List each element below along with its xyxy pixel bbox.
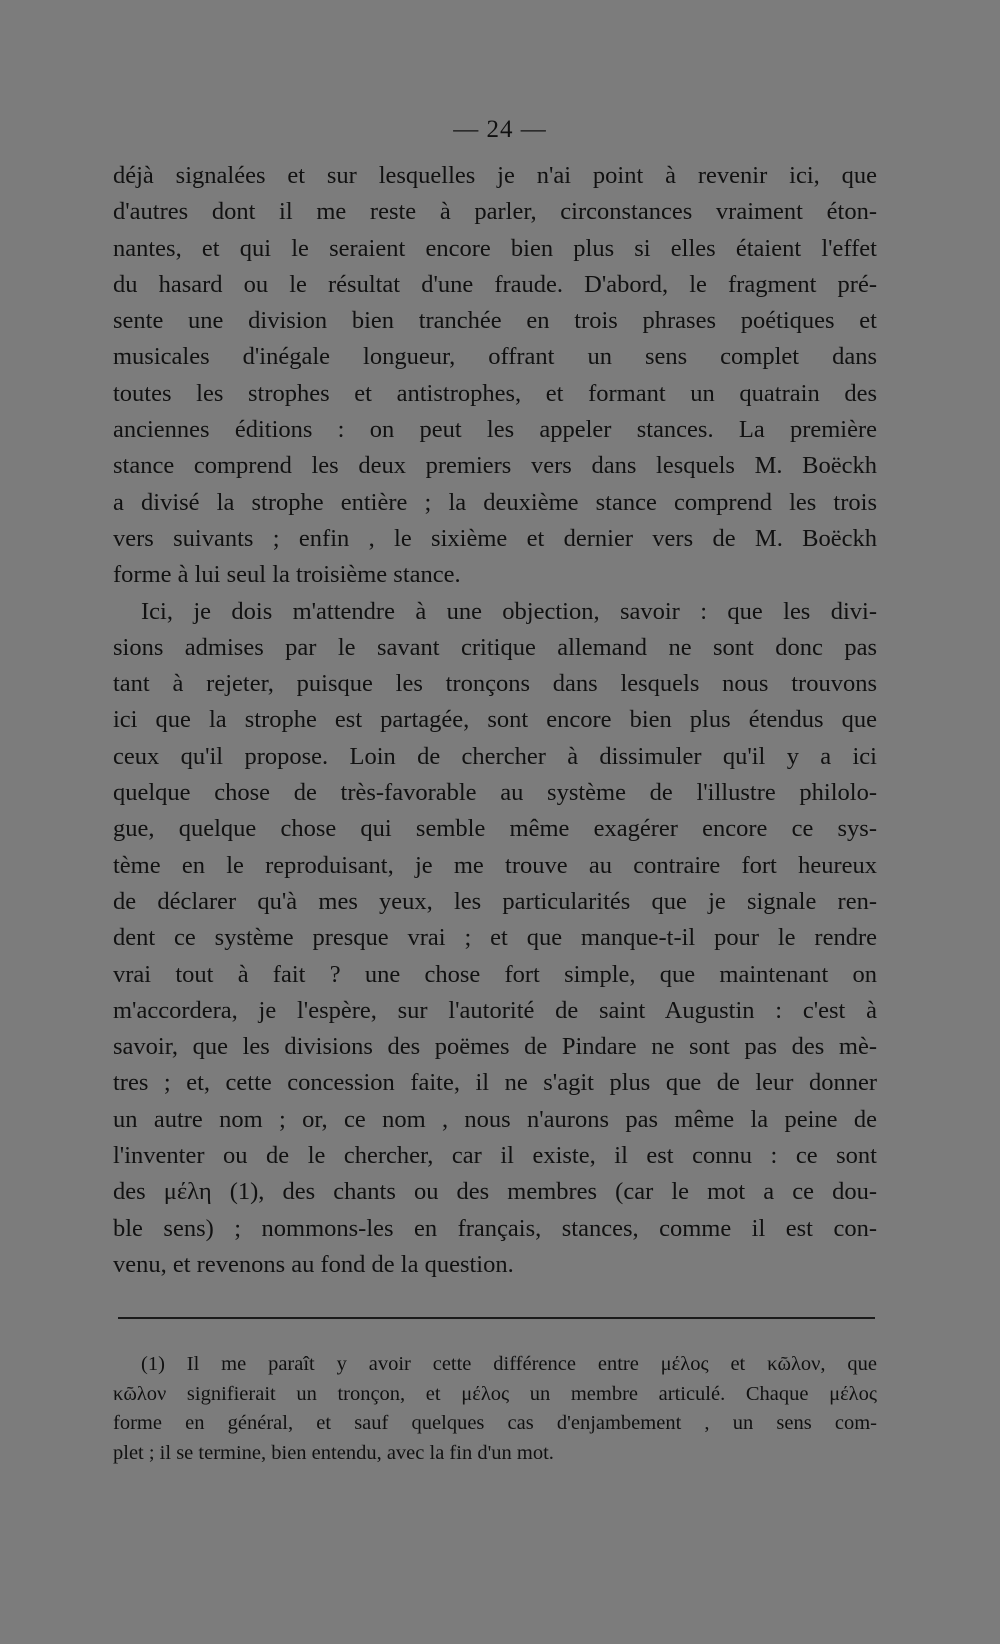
text-line: déjà signalées et sur lesquelles je n'ai point à revenir ici, que [113,162,877,189]
text-line: dent ce système presque vrai ; et que manque-t-il pour le rendre [113,924,877,952]
text-line: musicales d'inégale longueur, offrant un sens complet dans [113,343,877,371]
footnote-line: plet ; il se termine, bien entendu, avec la fin d'un mot. [113,1441,554,1464]
text-line: nantes, et qui le seraient encore bien plus si elles étaient l'effet [113,234,877,262]
text-line: anciennes éditions : on peut les appeler stances. La première [113,416,877,444]
text-line: tant à rejeter, puisque les tronçons dans lesquels nous trouvons [113,670,877,698]
text-line: sente une division bien tranchée en trois phrases poétiques et [113,307,877,335]
text-line: m'accordera, je l'espère, sur l'autorité de saint Augustin : c'est à [113,996,877,1024]
text-line: ici que la strophe est partagée, sont encore bien plus étendus que [113,706,877,734]
text-line: du hasard ou le résultat d'une fraude. D'abord, le fragment pré- [113,270,877,298]
text-line: l'inventer ou de le chercher, car il existe, il est connu : ce sont [113,1142,877,1170]
footnote-line: forme en général, et sauf quelques cas d'enjambement , un sens com- [113,1412,877,1434]
text-line: vers suivants ; enfin , le sixième et dernier vers de M. Boëckh [113,524,877,552]
text-line: stance comprend les deux premiers vers dans lesquels M. Boëckh [113,452,877,480]
text-line: toutes les strophes et antistrophes, et formant un quatrain des [113,379,877,407]
text-line: Ici, je dois m'attendre à une objection, savoir : que les divi- [141,597,877,625]
text-line: gue, quelque chose qui semble même exagérer encore ce sys- [113,815,877,843]
text-line: de déclarer qu'à mes yeux, les particularités que je signale ren- [113,887,877,915]
footnote-line: κῶλον signifierait un tronçon, et μέλος un membre articulé. Chaque μέλος [113,1382,877,1405]
text-line: tres ; et, cette concession faite, il ne s'agit plus que de leur donner [113,1069,877,1097]
text-line: sions admises par le savant critique allemand ne sont donc pas [113,633,877,661]
footnote-divider [118,1317,875,1319]
footnote [113,1350,877,1468]
text-line: des μέλη (1), des chants ou des membres (car le mot a ce dou- [113,1178,877,1206]
text-line: venu, et revenons au fond de la question. [113,1250,514,1278]
text-line: ceux qu'il propose. Loin de chercher à dissimuler qu'il y a ici [113,742,877,770]
text-line: savoir, que les divisions des poëmes de Pindare ne sont pas des mè- [113,1033,877,1061]
text-line: vrai tout à fait ? une chose fort simple, que maintenant on [113,960,877,988]
text-line: quelque chose de très-favorable au système de l'illustre philolo- [113,779,877,807]
text-line: a divisé la strophe entière ; la deuxième stance comprend les trois [113,488,877,516]
text-line: d'autres dont il me reste à parler, circonstances vraiment éton- [113,198,877,226]
page-number: — 24 — [453,116,547,143]
text-line: ble sens) ; nommons-les en français, stances, comme il est con- [113,1214,877,1242]
main-text [113,158,877,1283]
text-line: tème en le reproduisant, je me trouve au contraire fort heureux [113,851,877,879]
text-line: un autre nom ; or, ce nom , nous n'aurons pas même la peine de [113,1105,877,1133]
footnote-line: (1) Il me paraît y avoir cette différence entre μέλος et κῶλον, que [141,1353,877,1375]
text-line: forme à lui seul la troisième stance. [113,561,461,589]
